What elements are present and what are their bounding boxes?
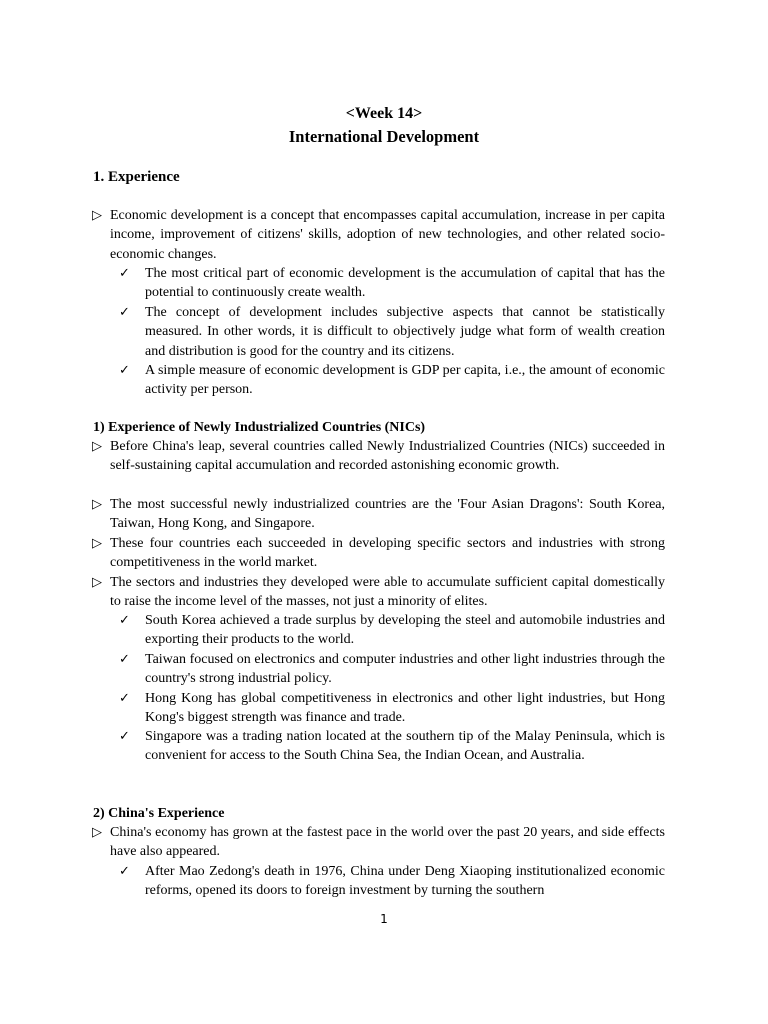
check-item: ✓ Taiwan focused on electronics and computer industries and other light industries through the country's strong industrial policy. — [119, 652, 665, 687]
page-title: International Development — [288, 127, 480, 146]
week-label: <Week 14> — [345, 105, 423, 122]
subsection-heading-china: 2) China's Experience — [93, 806, 225, 821]
checkmark-icon: ✓ — [119, 363, 130, 378]
section-heading-experience: 1. Experience — [93, 169, 180, 185]
check-item: ✓ Singapore was a trading nation located at the southern tip of the Malay Peninsula, which is convenient for access to the South China Sea, the Indian Ocean, and Australia. — [119, 729, 665, 764]
check-item: ✓ The most critical part of economic development is the accumulation of capital that has the potential to continuously create wealth. — [119, 266, 665, 301]
triangle-icon: ▷ — [92, 536, 102, 551]
checkmark-icon: ✓ — [119, 864, 130, 879]
triangle-icon: ▷ — [92, 497, 102, 512]
page-number: 1 — [380, 912, 388, 926]
checkmark-icon: ✓ — [119, 305, 130, 320]
checkmark-icon: ✓ — [119, 729, 130, 744]
check-item: ✓ South Korea achieved a trade surplus by developing the steel and automobile industries and exporting their products to the world. — [119, 613, 665, 648]
check-item: ✓ After Mao Zedong's death in 1976, China under Deng Xiaoping institutionalized economic reforms, opened its doors to foreign investment by turning the southern — [119, 864, 665, 899]
checkmark-icon: ✓ — [119, 613, 130, 628]
checkmark-icon: ✓ — [119, 652, 130, 667]
bullet-item: ▷ Before China's leap, several countries called Newly Industrialized Countries (NICs) succeeded in self-sustaining capital accumulation and recorded astonishing economic growth. — [92, 439, 665, 474]
check-item: ✓ The concept of development includes subjective aspects that cannot be statistically measured. In other words, it is difficult to objectively judge what form of wealth creation and distribution is good for the country and its citizens. — [119, 305, 665, 359]
bullet-item: ▷ The sectors and industries they developed were able to accumulate sufficient capital domestically to raise the income level of the masses, not just a minority of elites. — [92, 575, 665, 610]
checkmark-icon: ✓ — [119, 691, 130, 706]
bullet-item: ▷ The most successful newly industrialized countries are the 'Four Asian Dragons': South Korea, Taiwan, Hong Kong, and Singapore. — [92, 497, 665, 532]
triangle-icon: ▷ — [92, 208, 102, 223]
triangle-icon: ▷ — [92, 825, 102, 840]
check-item: ✓ Hong Kong has global competitiveness in electronics and other light industries, but Hong Kong's biggest strength was finance and trade. — [119, 691, 665, 726]
triangle-icon: ▷ — [92, 439, 102, 454]
bullet-item: ▷ Economic development is a concept that encompasses capital accumulation, increase in per capita income, improvement of citizens' skills, adoption of new technologies, and other related socio-economic changes. — [92, 208, 665, 262]
bullet-item: ▷ These four countries each succeeded in developing specific sectors and industries with strong competitiveness in the world market. — [92, 536, 665, 571]
checkmark-icon: ✓ — [119, 266, 130, 281]
check-item: ✓ A simple measure of economic development is GDP per capita, i.e., the amount of economic activity per person. — [119, 363, 665, 398]
triangle-icon: ▷ — [92, 575, 102, 590]
subsection-heading-nics: 1) Experience of Newly Industrialized Countries (NICs) — [93, 420, 426, 435]
bullet-item: ▷ China's economy has grown at the fastest pace in the world over the past 20 years, and side effects have also appeared. — [92, 825, 665, 860]
